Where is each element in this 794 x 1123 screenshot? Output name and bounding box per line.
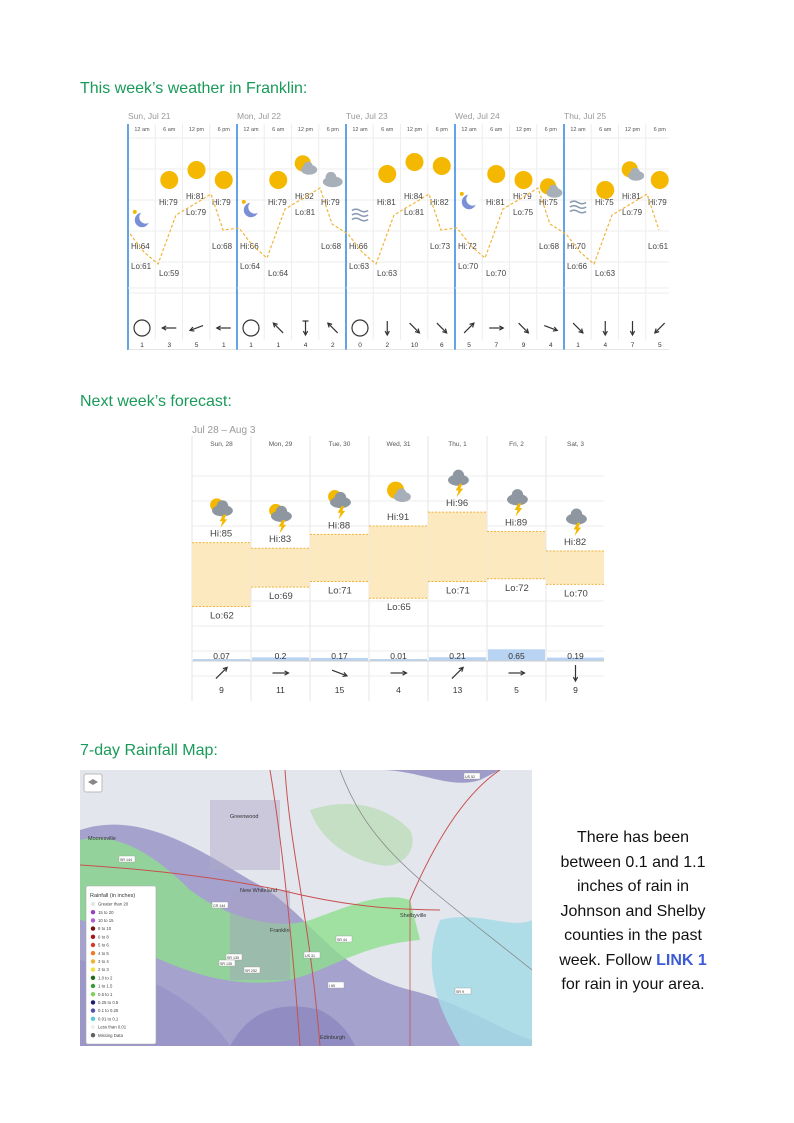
forecast-lo: Lo:72 — [505, 582, 529, 594]
weekly-temp-label: Lo:61 — [131, 262, 152, 271]
sun-icon — [215, 171, 233, 189]
sun-icon — [651, 171, 669, 189]
legend-title: Rainfall (in inches) — [90, 893, 136, 899]
weekly-time-label: 12 am — [134, 127, 150, 133]
weekly-day-label: Wed, Jul 24 — [455, 111, 500, 121]
road-label: SR 135 — [227, 956, 239, 960]
temp-range-bar — [369, 526, 428, 598]
weekly-day-label: Thu, Jul 25 — [564, 111, 607, 121]
weekly-temp-label: Hi:82 — [295, 192, 314, 201]
weekly-temp-label: Hi:81 — [622, 192, 641, 201]
wind-speed: 1 — [140, 342, 144, 349]
weekly-time-label: 6 pm — [326, 127, 339, 133]
weekly-time-label: 12 pm — [406, 127, 423, 133]
wind-speed: 7 — [630, 342, 635, 349]
weekly-time-label: 12 am — [352, 127, 368, 133]
rain-amount: 0.07 — [213, 651, 230, 661]
wind-speed: 1 — [276, 342, 281, 349]
temp-range-bar — [487, 532, 546, 579]
legend-swatch — [91, 984, 95, 988]
legend-swatch — [91, 943, 95, 947]
week-heading: This week’s weather in Franklin: — [80, 80, 308, 97]
rain-amount: 0.01 — [390, 651, 407, 661]
weekly-temp-label: Lo:59 — [159, 269, 180, 278]
weekly-temp-label: Hi:75 — [595, 198, 614, 207]
weekly-time-label: 6 am — [272, 127, 285, 133]
forecast-lo: Lo:65 — [387, 602, 411, 614]
next-week-heading: Next week’s forecast: — [80, 393, 232, 410]
forecast-lo: Lo:70 — [564, 588, 588, 600]
weekly-time-label: 12 am — [570, 127, 586, 133]
legend-swatch — [91, 918, 95, 922]
weekly-temp-label: Hi:84 — [404, 192, 423, 201]
legend-label: 6 to 8 — [98, 934, 109, 940]
weekly-temp-label: Hi:70 — [567, 242, 586, 251]
weekly-time-label: 6 pm — [544, 127, 557, 133]
weekly-time-label: 12 pm — [624, 127, 641, 133]
forecast-wind: 9 — [573, 685, 578, 695]
weekly-temp-label: Lo:70 — [458, 262, 479, 271]
wind-speed: 2 — [330, 342, 335, 349]
weekly-temp-label: Hi:64 — [131, 242, 150, 251]
road-label: SR 144 — [120, 858, 132, 862]
wind-speed: 0 — [358, 342, 362, 349]
weekly-temp-label: Lo:61 — [648, 242, 669, 251]
weekly-temp-label: Lo:68 — [212, 242, 233, 251]
weekly-temp-label: Hi:79 — [648, 198, 667, 207]
road-shield — [464, 773, 480, 779]
wind-speed: 5 — [657, 342, 662, 349]
forecast-lo: Lo:71 — [446, 585, 470, 597]
legend-label: Greater than 20 — [98, 901, 129, 907]
forecast-wind: 13 — [452, 685, 463, 695]
wind-speed: 4 — [303, 342, 308, 349]
weekly-temp-label: Lo:63 — [595, 269, 616, 278]
weekly-day-label: Tue, Jul 23 — [346, 111, 388, 121]
weekly-time-label: 12 am — [243, 127, 259, 133]
wind-speed: 10 — [410, 342, 419, 349]
sun-icon — [188, 161, 206, 179]
legend-label: 3 to 4 — [98, 959, 109, 964]
legend-label: 2 to 3 — [98, 967, 109, 973]
weekly-temp-label: Lo:68 — [321, 242, 342, 251]
weekly-temp-label: Hi:72 — [458, 242, 477, 251]
legend-label: 10 to 15 — [98, 918, 114, 923]
road-label: SR 9 — [456, 990, 464, 994]
place-label: New Whiteland — [240, 888, 277, 894]
wind-speed: 1 — [221, 342, 226, 349]
legend-label: 4 to 5 — [98, 950, 109, 956]
weekly-temp-label: Lo:79 — [622, 208, 643, 217]
legend-swatch — [91, 902, 95, 906]
rainfall-summary — [548, 826, 718, 998]
forecast-wind: 15 — [334, 685, 345, 695]
weekly-time-label: 12 pm — [515, 127, 532, 133]
legend-label: 15 to 20 — [98, 909, 114, 915]
forecast-wind: 11 — [276, 685, 285, 695]
wind-speed: 1 — [249, 342, 253, 349]
weekly-time-label: 12 pm — [188, 127, 205, 133]
road-shield — [336, 936, 352, 942]
road-label: US 31 — [305, 954, 315, 958]
temp-range-bar — [546, 551, 604, 584]
road-label: SR 135 — [220, 962, 232, 966]
weekly-time-label: 12 am — [461, 127, 477, 133]
weekly-temp-label: Hi:81 — [486, 198, 505, 207]
rain-amount: 0.17 — [331, 651, 348, 661]
forecast-day-label: Wed, 31 — [386, 441, 411, 448]
weekly-temp-label: Hi:82 — [430, 198, 449, 207]
weekly-temp-label: Lo:81 — [404, 208, 425, 217]
road-shield — [226, 954, 242, 960]
weekly-temp-label: Lo:81 — [295, 208, 316, 217]
weekly-time-label: 12 pm — [297, 127, 314, 133]
weekly-temp-label: Lo:68 — [539, 242, 560, 251]
legend-swatch — [91, 992, 95, 996]
legend-swatch — [91, 951, 95, 955]
road-shield — [119, 856, 135, 862]
rain-amount: 0.19 — [567, 651, 584, 661]
legend-label: 0.1 to 0.25 — [98, 1008, 119, 1014]
sun-icon — [487, 165, 505, 183]
weekly-time-label: 6 am — [381, 127, 394, 133]
forecast-day-label: Tue, 30 — [328, 441, 351, 448]
legend-swatch — [91, 1008, 95, 1012]
sun-icon — [515, 171, 533, 189]
temp-range-bar — [428, 512, 487, 581]
temp-range-bar — [310, 534, 369, 581]
wind-speed: 5 — [194, 342, 199, 349]
legend-label: 0.5 to 1 — [98, 991, 113, 997]
rainfall-map-heading: 7-day Rainfall Map: — [80, 742, 218, 759]
weekly-time-label: 6 am — [163, 127, 176, 133]
forecast-hi: Hi:91 — [387, 512, 410, 523]
weekly-temp-label: Lo:75 — [513, 208, 534, 217]
legend-swatch — [91, 1033, 95, 1037]
forecast-lo: Lo:71 — [328, 585, 352, 597]
legend-swatch — [91, 967, 95, 971]
weekly-day-label: Sun, Jul 21 — [128, 111, 171, 121]
legend-label: 5 to 6 — [98, 942, 109, 948]
legend-label: 1 to 1.5 — [98, 983, 113, 989]
wind-speed: 9 — [521, 342, 526, 349]
temp-range-bar — [251, 548, 310, 587]
forecast-day-label: Fri, 2 — [509, 441, 524, 448]
road-label: CR 144 — [213, 904, 226, 908]
weekly-temp-label: Hi:75 — [539, 198, 558, 207]
legend-swatch — [91, 976, 95, 980]
legend-swatch — [91, 926, 95, 930]
forecast-day-label: Sun, 28 — [210, 441, 233, 448]
wind-speed: 6 — [439, 342, 444, 349]
wind-speed: 7 — [494, 342, 499, 349]
forecast-wind: 5 — [514, 685, 519, 695]
place-label: Franklin — [270, 928, 290, 934]
legend-label: 0.01 to 0.1 — [98, 1016, 119, 1022]
legend-swatch — [91, 1017, 95, 1021]
rain-amount: 0.65 — [508, 651, 525, 661]
road-shield — [455, 988, 471, 994]
legend-label: Less than 0.01 — [98, 1024, 127, 1030]
forecast-wind: 4 — [396, 685, 401, 695]
forecast-lo: Lo:69 — [269, 591, 293, 603]
legend-label: Missing Data — [98, 1032, 123, 1038]
road-shield — [244, 967, 260, 973]
legend-swatch — [91, 1025, 95, 1029]
forecast-day-label: Thu, 1 — [448, 441, 467, 448]
weekly-time-label: 6 pm — [653, 127, 666, 133]
sun-icon — [160, 171, 178, 189]
forecast-hi: Hi:96 — [446, 498, 469, 510]
weekly-temp-label: Hi:79 — [513, 192, 532, 201]
road-shield — [304, 952, 320, 958]
road-label: SR 252 — [245, 969, 257, 973]
place-label: Greenwood — [230, 814, 259, 820]
weekly-temp-label: Hi:79 — [268, 198, 287, 207]
weekly-temp-label: Lo:64 — [268, 269, 289, 278]
forecast-hi: Hi:85 — [210, 528, 233, 540]
forecast-hi: Hi:82 — [564, 537, 587, 548]
wind-speed: 4 — [548, 342, 553, 349]
weekly-temp-label: Lo:63 — [349, 262, 370, 271]
range-label: Jul 28 – Aug 3 — [192, 425, 256, 436]
legend-swatch — [91, 935, 95, 939]
rain-amount: 0.2 — [274, 651, 287, 661]
weekly-day-label: Mon, Jul 22 — [237, 111, 281, 121]
weekly-temp-label: Hi:79 — [321, 198, 340, 207]
road-shield — [212, 902, 228, 908]
wind-speed: 3 — [167, 342, 172, 349]
weekly-temp-label: Lo:70 — [486, 269, 507, 278]
weekly-temp-label: Hi:66 — [240, 242, 259, 251]
rainfall-map[interactable] — [80, 770, 532, 1046]
forecast-wind: 9 — [219, 685, 224, 695]
weekly-time-label: 6 am — [599, 127, 612, 133]
weekly-temp-label: Hi:66 — [349, 242, 368, 251]
legend-label: 1.0 to 2 — [98, 975, 113, 981]
wind-speed: 5 — [467, 342, 471, 349]
weekly-time-label: 6 am — [490, 127, 503, 133]
weekly-temp-label: Lo:64 — [240, 262, 261, 271]
temp-range-bar — [192, 543, 251, 607]
forecast-day-label: Sat, 3 — [567, 441, 584, 448]
place-label: Shelbyville — [400, 913, 427, 919]
sun-icon — [378, 165, 396, 183]
wind-speed: 1 — [576, 342, 580, 349]
weekly-temp-label: Hi:81 — [377, 198, 396, 207]
rain-amount: 0.21 — [449, 651, 466, 661]
road-shield — [219, 960, 235, 966]
weekly-time-label: 6 pm — [217, 127, 230, 133]
weekly-weather-chart — [125, 110, 669, 350]
legend-swatch — [91, 1000, 95, 1004]
sun-icon — [269, 171, 287, 189]
next-week-forecast-chart — [190, 421, 604, 703]
sun-icon — [406, 153, 424, 171]
forecast-hi: Hi:88 — [328, 520, 351, 532]
legend-label: 8 to 10 — [98, 926, 112, 932]
road-label: SR 44 — [337, 938, 347, 942]
weekly-time-label: 6 pm — [435, 127, 448, 133]
road-shield — [328, 982, 344, 988]
weekly-temp-label: Hi:79 — [212, 198, 231, 207]
rainfall-summary-tail: for rain in your area. — [561, 976, 705, 993]
link-1[interactable]: LINK 1 — [656, 951, 707, 969]
place-label: Edinburgh — [320, 1035, 346, 1041]
weekly-temp-label: Hi:81 — [186, 192, 205, 201]
forecast-day-label: Mon, 29 — [268, 441, 293, 448]
wind-speed: 4 — [603, 342, 608, 349]
sun-icon — [433, 157, 451, 175]
forecast-hi: Hi:89 — [505, 517, 528, 529]
road-label: I 65 — [329, 984, 335, 988]
weekly-temp-label: Lo:79 — [186, 208, 207, 217]
forecast-lo: Lo:62 — [210, 610, 234, 622]
rainfall-legend — [86, 886, 156, 1044]
legend-label: 0.25 to 0.5 — [98, 1000, 119, 1005]
weekly-temp-label: Lo:63 — [377, 269, 398, 278]
weekly-temp-label: Hi:79 — [159, 198, 178, 207]
weekly-temp-label: Lo:73 — [430, 242, 451, 251]
legend-swatch — [91, 959, 95, 963]
road-label: US 52 — [465, 775, 475, 779]
forecast-hi: Hi:83 — [269, 534, 292, 546]
place-label: Mooresville — [88, 836, 116, 842]
legend-swatch — [91, 910, 95, 914]
wind-speed: 2 — [385, 342, 390, 349]
weekly-temp-label: Lo:66 — [567, 262, 588, 271]
sun-icon — [596, 181, 614, 199]
rainfall-summary-text: There has been between 0.1 and 1.1 inches of rain in Johnson and Shelby counties in the past week. Follow — [559, 829, 706, 969]
